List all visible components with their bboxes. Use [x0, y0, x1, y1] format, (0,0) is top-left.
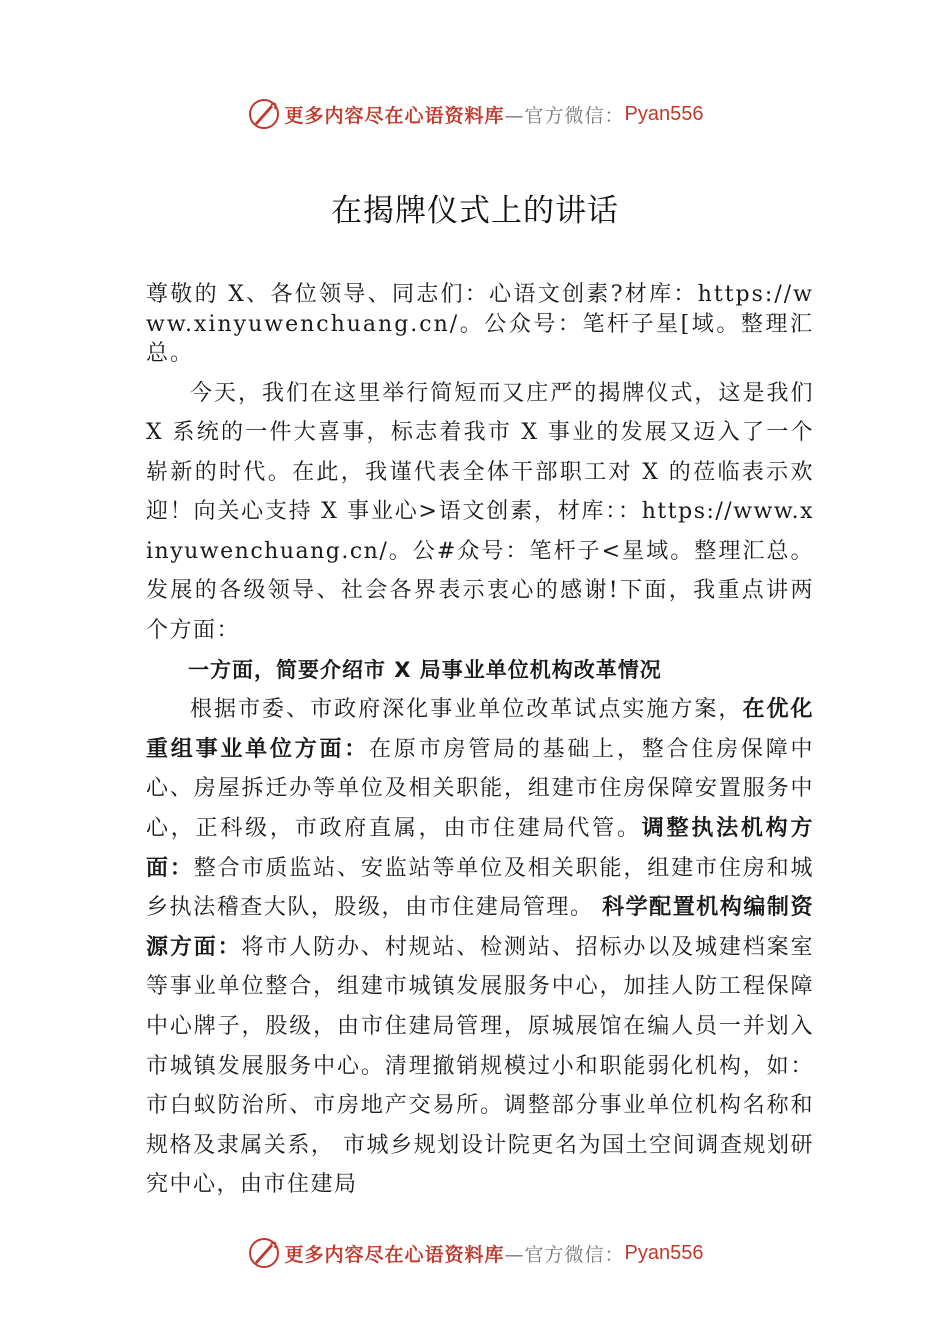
text-run: 整合市质监站、安监站等单位及相关职能，组建市住房和城乡执法稽查大队，股级，由市住建局管理。: [146, 855, 814, 921]
bold-run: 在优化重组事业单位方面：: [146, 697, 814, 762]
text-run: 根据市委、市政府深化事业单位改革试点实施方案，: [190, 697, 743, 723]
header-banner: [0, 94, 950, 134]
text-run: 将市人防办、村规站、检测站、招标办以及城建档案室等事业单位整合，组建市城镇发展服务中心，加挂人防工程保障中心牌子，股级，由市住建局管理，原城展馆在编人员一并划入市城镇发展服务中心。清理撤销规模过小和职能弱化机构，如：市白蚁防治所、市房地产交易所。调整部分事业单位机构名称和规格及隶属关系， 市城乡规划设计院更名为国土空间调查规划研究中心，由市住建局: [146, 934, 814, 1198]
salutation: 尊敬的 X、各位领导、同志们：心语文创素?材库：https://www.xinyuwenchuang.cn/。公众号：笔杆子星[域。整理汇总。: [146, 282, 814, 366]
banner-separator: —官方微信：: [504, 1243, 625, 1266]
banner-text: 更多内容尽在心语资料库: [284, 104, 505, 127]
paragraph-intro: 今天，我们在这里举行简短而又庄严的揭牌仪式，这是我们 X 系统的一件大喜事，标志着我市 X 事业的发展又迈入了一个崭新的时代。在此，我谨代表全体干部职工对 X 的莅临表示欢迎！向关心支持 X 事业心>语文创素，材库：：https://www.xinyuwenchuang.cn/。公#众号：笔杆子<星域。整理汇总。发展的各级领导、社会各界表示衷心的感谢!下面，我重点讲两个方面：: [146, 380, 814, 644]
bold-run: 科学配置机构编制资源方面：: [146, 895, 814, 960]
banner-separator: —官方微信：: [504, 104, 625, 127]
footer-banner: [0, 1233, 950, 1273]
bold-run: 调整执法机构方面：: [146, 816, 814, 881]
quill-logo-icon: [247, 1236, 281, 1270]
banner-wechat-id: Pyan556: [624, 102, 704, 125]
section-heading: 一方面，简要介绍市 X 局事业单位机构改革情况: [188, 657, 662, 682]
paragraph-reform: [146, 690, 814, 1205]
page-title: 在揭牌仪式上的讲话: [331, 193, 619, 229]
text-run: 在原市房管局的基础上，整合住房保障中心、房屋拆迁办等单位及相关职能，组建市住房保障安置服务中心，正科级，市政府直属，由市住建局代管。: [146, 736, 814, 842]
quill-logo-icon: [247, 97, 281, 131]
banner-wechat-id: Pyan556: [624, 1241, 704, 1264]
document-body: [146, 280, 814, 1205]
banner-text: 更多内容尽在心语资料库: [284, 1243, 505, 1266]
